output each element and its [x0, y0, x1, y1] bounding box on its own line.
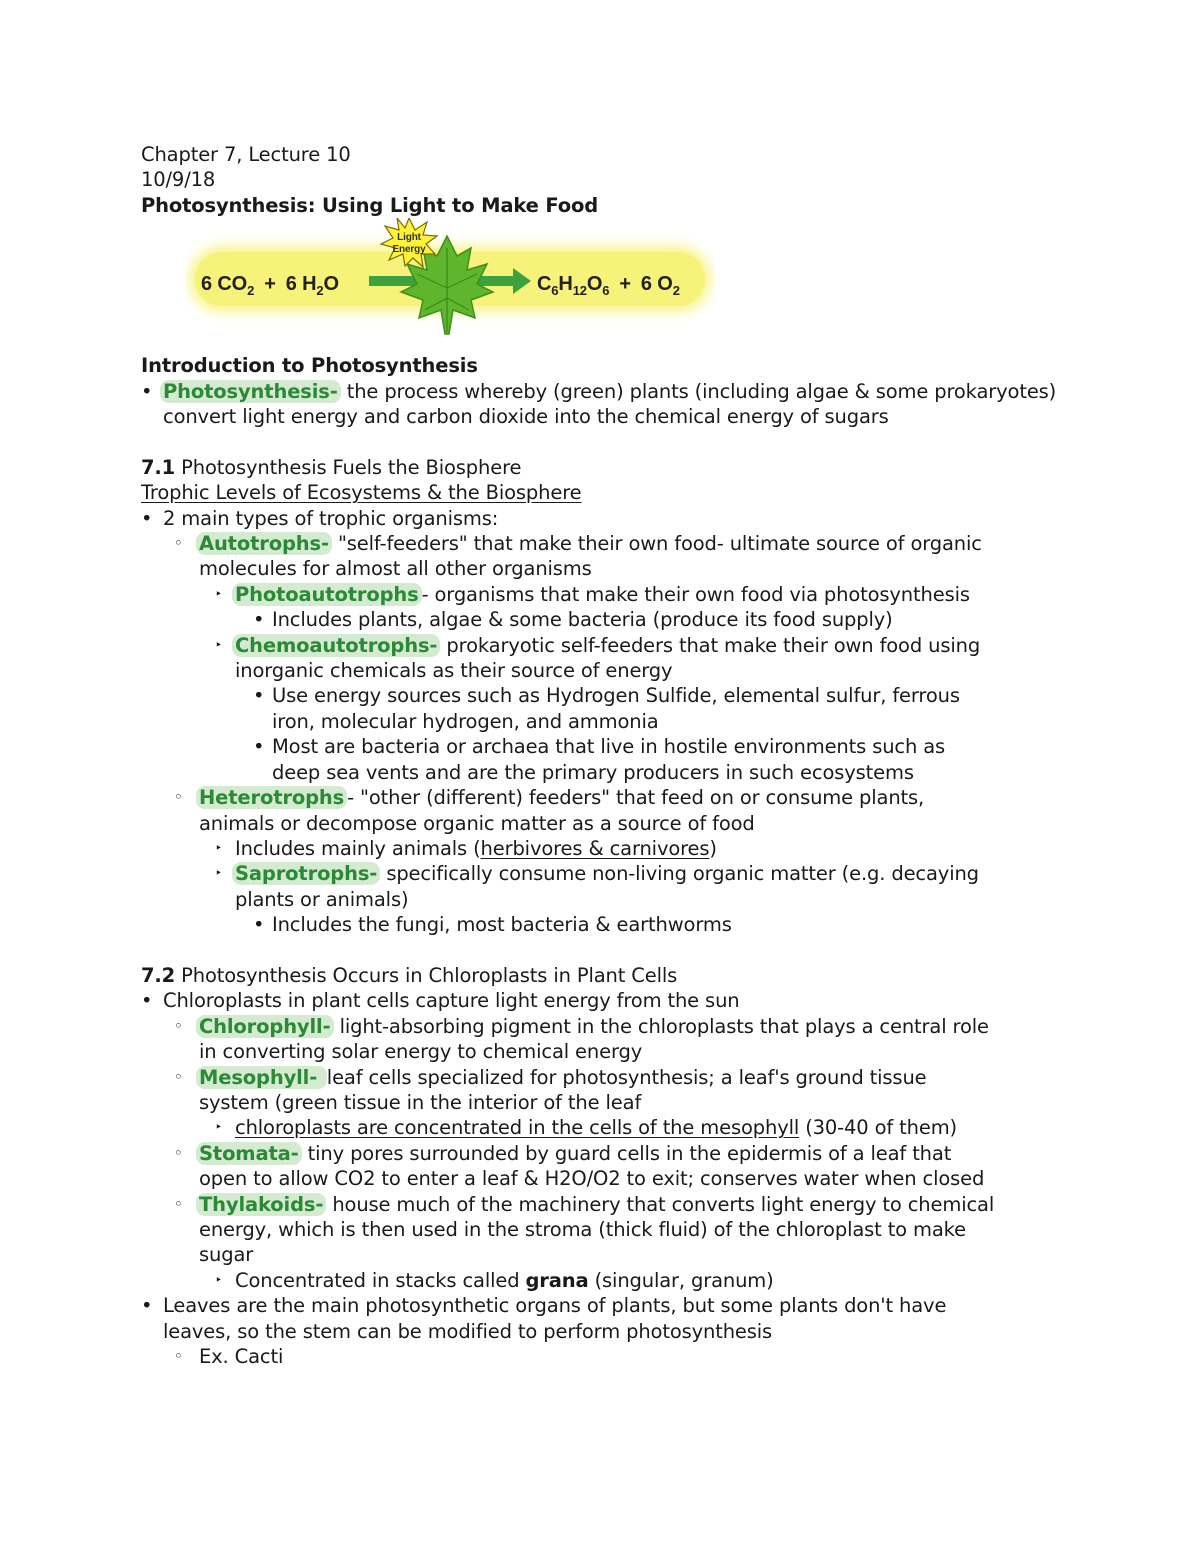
term-chemoautotrophs: Chemoautotrophs-: [232, 634, 440, 657]
list-item-continued: open to allow CO2 to enter a leaf & H2O/O2 to exit; conserves water when closed: [199, 1167, 985, 1191]
list-item: ‣ chloroplasts are concentrated in the cells of the mesophyll (30-40 of them): [215, 1116, 958, 1140]
term-thylakoids: Thylakoids-: [196, 1193, 326, 1216]
list-item: ◦ Stomata- tiny pores surrounded by guard cells in the epidermis of a leaf that: [174, 1141, 952, 1165]
term-saprotrophs: Saprotrophs-: [232, 862, 380, 885]
definition-text: the process whereby (green) plants (including algae & some prokaryotes) convert light energy and carbon dioxide into the chemical energy of sugars: [163, 379, 1057, 429]
list-item-continued: energy, which is then used in the stroma (thick fluid) of the chloroplast to make: [199, 1218, 966, 1241]
list-item: ◦ Ex. Cacti: [174, 1345, 284, 1369]
list-item-continued: system (green tissue in the interior of the leaf: [199, 1090, 642, 1114]
list-item: ◦ Chlorophyll- light-absorbing pigment in the chloroplasts that plays a central role: [174, 1014, 989, 1038]
intro-heading: Introduction to Photosynthesis: [141, 354, 478, 378]
list-item: • Includes plants, algae & some bacteria (produce its food supply): [253, 608, 893, 632]
list-item: ◦ Autotrophs- "self-feeders" that make their own food- ultimate source of organic: [174, 532, 982, 556]
list-item: ‣ Photoautotrophs - organisms that make their own food via photosynthesis: [215, 582, 970, 606]
list-item-continued: sugar: [199, 1243, 254, 1267]
badge-light-text: Light: [397, 232, 421, 244]
list-item: • 2 main types of trophic organisms:: [141, 506, 499, 530]
list-item: ◦ Mesophyll- leaf cells specialized for photosynthesis; a leaf's ground tissue: [174, 1065, 927, 1089]
section-7-1-heading: 7.1 Photosynthesis Fuels the Biosphere: [141, 455, 522, 479]
list-item: • Chloroplasts in plant cells capture light energy from the sun: [141, 989, 740, 1013]
chapter-line: Chapter 7, Lecture 10: [141, 143, 351, 166]
term-chlorophyll: Chlorophyll-: [196, 1015, 334, 1038]
list-item-continued: iron, molecular hydrogen, and ammonia: [272, 709, 659, 733]
list-item: • Most are bacteria or archaea that live in hostile environments such as: [253, 735, 946, 759]
list-item: ◦ Heterotrophs - "other (different) feeders" that feed on or consume plants,: [174, 786, 925, 810]
page-title: Photosynthesis: Using Light to Make Food: [141, 193, 599, 217]
list-item-continued: leaves, so the stem can be modified to perform photosynthesis: [163, 1319, 773, 1343]
products-text: $C_6H_{12}O_6 + 6$ $O_2$: [537, 273, 680, 299]
list-item: • Use energy sources such as Hydrogen Sulfide, elemental sulfur, ferrous: [253, 684, 960, 708]
equation-graphic: [185, 218, 715, 353]
list-item-continued: deep sea vents and are the primary producers in such ecosystems: [272, 760, 914, 784]
list-item: ‣ Includes mainly animals (herbivores & carnivores): [215, 836, 717, 860]
term-autotrophs: Autotrophs-: [196, 532, 332, 555]
list-item: ◦ Thylakoids- house much of the machinery that converts light energy to chemical: [174, 1192, 995, 1216]
list-item-continued: molecules for almost all other organisms: [199, 557, 592, 581]
bullet: •: [141, 379, 153, 403]
trophic-subheading: Trophic Levels of Ecosystems & the Biosphere: [141, 481, 582, 505]
list-item-continued: animals or decompose organic matter as a source of food: [199, 811, 755, 835]
badge-energy-text: Energy: [392, 244, 426, 256]
list-item: • Leaves are the main photosynthetic organs of plants, but some plants don't have: [141, 1294, 947, 1318]
section-7-2-heading: 7.2 Photosynthesis Occurs in Chloroplasts in Plant Cells: [141, 963, 678, 987]
list-item: [141, 379, 1101, 430]
list-item: ‣ Chemoautotrophs- prokaryotic self-feeders that make their own food using: [215, 633, 981, 657]
list-item: ‣ Saprotrophs- specifically consume non-living organic matter (e.g. decaying: [215, 862, 979, 886]
term-photosynthesis: Photosynthesis-: [160, 380, 341, 403]
list-item: • Includes the fungi, most bacteria & earthworms: [253, 913, 732, 937]
list-item-continued: plants or animals): [235, 887, 409, 911]
list-item-continued: in converting solar energy to chemical energy: [199, 1040, 643, 1064]
reactants-text: 6 $CO_2 + 6$ $H_2O$: [201, 273, 339, 299]
list-item-continued: inorganic chemicals as their source of energy: [235, 659, 673, 683]
date-line: 10/9/18: [141, 168, 216, 192]
photosynthesis-equation-figure: [141, 218, 1101, 353]
notes-content: [141, 142, 1101, 1369]
term-stomata: Stomata-: [196, 1142, 302, 1165]
term-photoautotrophs: Photoautotrophs: [232, 583, 422, 606]
term-heterotrophs: Heterotrophs: [196, 786, 347, 809]
list-item: ‣ Concentrated in stacks called grana (singular, granum): [215, 1268, 774, 1292]
term-mesophyll: Mesophyll-: [196, 1066, 327, 1089]
